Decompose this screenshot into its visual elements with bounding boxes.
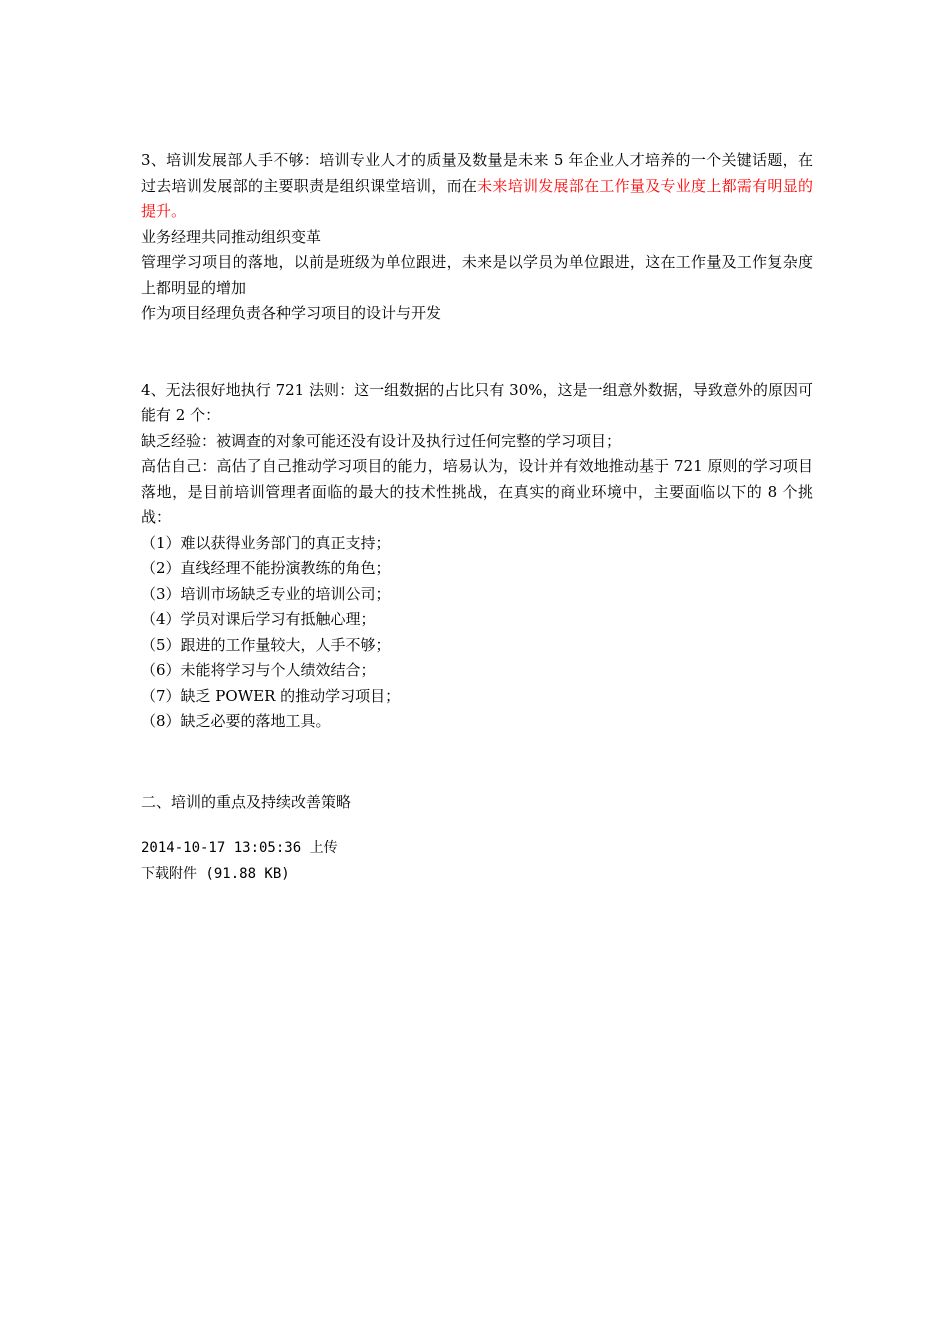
challenge-item: （1）难以获得业务部门的真正支持； bbox=[141, 533, 391, 552]
section3-line: 管理学习项目的落地，以前是班级为单位跟进，未来是以学员为单位跟进，这在工作量及工作复杂度上都明显的增加 bbox=[141, 253, 813, 297]
spacer bbox=[141, 327, 813, 378]
section3-line: 业务经理共同推动组织变革 bbox=[141, 227, 322, 246]
spacer bbox=[141, 815, 813, 836]
document-body bbox=[141, 148, 813, 887]
section3-lead: 3、培训发展部人手不够：培训专业人才的质量及数量是未来 5 年企业人才培养的一个关键话题，在过去培训发展部的主要职责是组织课堂培训，而在 bbox=[141, 151, 813, 195]
section-two-heading: 二、培训的重点及持续改善策略 bbox=[141, 792, 352, 811]
challenge-item: （8）缺乏必要的落地工具。 bbox=[141, 712, 331, 730]
section3-paragraph bbox=[141, 148, 813, 225]
challenge-item: （5）跟进的工作量较大，人手不够； bbox=[141, 635, 391, 654]
challenge-item: （2）直线经理不能扮演教练的角色； bbox=[141, 559, 391, 577]
section4-intro: 4、无法很好地执行 721 法则：这一组数据的占比只有 30%，这是一组意外数据，导致意外的原因可能有 2 个： bbox=[141, 380, 813, 424]
section4-reason-2: 高估自己：高估了自己推动学习项目的能力，培易认为，设计并有效地推动基于 721 原则的学习项目落地，是目前培训管理者面临的最大的技术性挑战，在真实的商业环境中，主要面临以下的 8 个挑战： bbox=[141, 457, 813, 526]
challenge-item: （7）缺乏 POWER 的推动学习项目； bbox=[141, 686, 401, 705]
challenge-item: （6）未能将学习与个人绩效结合； bbox=[141, 661, 376, 679]
challenge-item: （4）学员对课后学习有抵触心理； bbox=[141, 610, 376, 628]
section3-highlight: 未来培训发展部在工作量及专业度上都需有明显的提升。 bbox=[141, 176, 813, 220]
download-attachment-link[interactable]: 下载附件 (91.88 KB) bbox=[141, 865, 290, 882]
upload-timestamp: 2014-10-17 13:05:36 上传 bbox=[141, 840, 338, 856]
challenge-item: （3）培训市场缺乏专业的培训公司； bbox=[141, 584, 391, 603]
section4-reason-1: 缺乏经验：被调查的对象可能还没有设计及执行过任何完整的学习项目； bbox=[141, 431, 622, 450]
spacer bbox=[141, 735, 813, 790]
section3-line: 作为项目经理负责各种学习项目的设计与开发 bbox=[141, 304, 442, 322]
